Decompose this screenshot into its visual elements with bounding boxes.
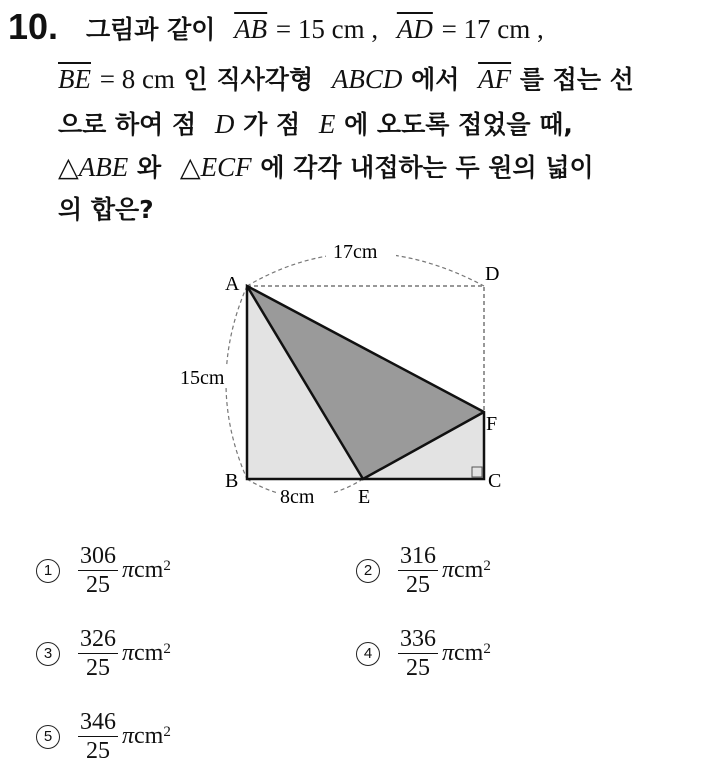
denominator: 25: [406, 572, 430, 598]
segment-be: $\overline{BE}$: [58, 64, 91, 94]
label-8cm: 8cm: [280, 486, 315, 508]
text: 를 접는 선: [519, 65, 634, 94]
choice-5[interactable]: [36, 708, 171, 765]
text: 인 직사각형: [183, 65, 314, 94]
choice-mark: 1: [36, 559, 60, 583]
triangle-ecf: △ECF: [179, 152, 252, 182]
exponent: 2: [163, 558, 171, 574]
exponent: 2: [483, 641, 491, 657]
denominator: 25: [86, 655, 110, 681]
choice-mark: 3: [36, 642, 60, 666]
text: 에 오도록 접었을 때,: [344, 110, 573, 139]
point-e: E: [318, 109, 336, 139]
unit: cm: [454, 640, 484, 666]
fraction: [78, 708, 118, 765]
point-label-c: C: [488, 470, 502, 492]
pi: π: [122, 557, 135, 583]
rect-abcd: ABCD: [331, 64, 403, 94]
text: 가 점: [243, 110, 301, 139]
denominator: 25: [86, 572, 110, 598]
point-label-f: F: [486, 413, 498, 435]
question-line-5: 의 합은?: [58, 195, 154, 224]
fraction: [398, 625, 438, 682]
choice-mark: 5: [36, 725, 60, 749]
point-label-e: E: [358, 486, 371, 508]
choice-mark: 2: [356, 559, 380, 583]
label-15cm: 15cm: [180, 367, 225, 389]
point-d: D: [214, 109, 235, 139]
unit: cm: [134, 723, 164, 749]
pi: π: [122, 723, 135, 749]
segment-ad: $\overline{AD}$: [396, 14, 433, 44]
label-17cm: 17cm: [333, 241, 378, 263]
ab-value: = 15 cm ,: [275, 14, 379, 44]
denominator: 25: [406, 655, 430, 681]
text: 그림과 같이: [86, 15, 216, 44]
numerator: 316: [400, 543, 436, 569]
text: 으로 하여 점: [58, 110, 197, 139]
segment-ab: $\overline{AB}$: [234, 14, 268, 44]
choice-3[interactable]: [36, 625, 171, 682]
exponent: 2: [483, 558, 491, 574]
triangle-abe: △ABE: [58, 152, 129, 182]
segment-af: $\overline{AF}$: [478, 64, 512, 94]
exponent: 2: [163, 641, 171, 657]
point-label-b: B: [225, 470, 239, 492]
numerator: 336: [400, 626, 436, 652]
numerator: 306: [80, 543, 116, 569]
pi: π: [122, 640, 135, 666]
text: 에서: [411, 65, 460, 94]
pi: π: [442, 640, 455, 666]
unit: cm: [454, 557, 484, 583]
fraction: [78, 542, 118, 599]
be-value: = 8 cm: [99, 64, 175, 94]
fraction: [398, 542, 438, 599]
choice-1[interactable]: [36, 542, 171, 599]
exponent: 2: [163, 724, 171, 740]
text: 에 각각 내접하는 두 원의 넓이: [260, 153, 594, 182]
numerator: 326: [80, 626, 116, 652]
fraction: [78, 625, 118, 682]
text: 와: [136, 153, 162, 182]
choice-mark: 4: [356, 642, 380, 666]
unit: cm: [134, 640, 164, 666]
choice-2[interactable]: [356, 542, 491, 599]
unit: cm: [134, 557, 164, 583]
point-label-a: A: [225, 273, 240, 295]
point-label-d: D: [485, 263, 500, 285]
pi: π: [442, 557, 455, 583]
ad-value: = 17 cm ,: [441, 14, 544, 44]
denominator: 25: [86, 738, 110, 764]
choice-4[interactable]: [356, 625, 491, 682]
numerator: 346: [80, 709, 116, 735]
question-number: 10.: [8, 6, 59, 47]
